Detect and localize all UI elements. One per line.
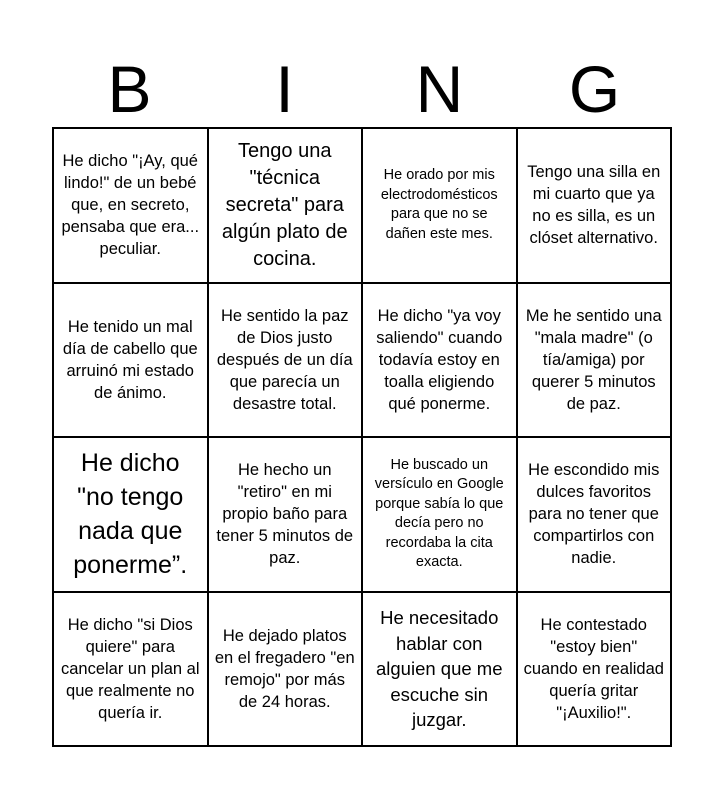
bingo-cell-16[interactable] xyxy=(518,593,673,748)
bingo-header xyxy=(52,52,672,127)
header-letter-i: I xyxy=(275,52,294,126)
bingo-cell-2[interactable] xyxy=(209,129,364,284)
bingo-cell-10[interactable] xyxy=(209,438,364,593)
header-letter-n: N xyxy=(415,52,464,126)
cell-text: Tengo una silla en mi cuarto que ya no es silla, es un clóset alternativo. xyxy=(527,163,661,248)
cell-text: Me he sentido una "mala madre" (o tía/amiga) por querer 5 minutos de paz. xyxy=(525,306,662,413)
bingo-cell-6[interactable] xyxy=(209,284,364,439)
bingo-cell-14[interactable] xyxy=(209,593,364,748)
cell-text: He escondido mis dulces favoritos para no tener que compartirlos con nadie. xyxy=(528,461,660,568)
bingo-cell-9[interactable] xyxy=(54,438,209,593)
cell-text: He orado por mis electrodomésticos para que no se dañen este mes. xyxy=(380,167,498,242)
bingo-cell-8[interactable] xyxy=(518,284,673,439)
cell-text: He dejado platos en el fregadero "en remojo" por más de 24 horas. xyxy=(214,626,355,711)
header-letter-g: G xyxy=(568,52,621,126)
bingo-cell-1[interactable] xyxy=(54,129,209,284)
cell-text: He tenido un mal día de cabello que arruinó mi estado de ánimo. xyxy=(62,317,198,402)
bingo-cell-15[interactable] xyxy=(363,593,518,748)
cell-text: He dicho "si Dios quiere" para cancelar un plan al que realmente no quería ir. xyxy=(60,615,200,722)
bingo-cell-12[interactable] xyxy=(518,438,673,593)
bingo-board xyxy=(52,127,672,747)
header-letter-b: B xyxy=(107,52,152,126)
cell-text: He dicho "¡Ay, qué lindo!" de un bebé que, en secreto, pensaba que era... peculiar. xyxy=(61,152,200,259)
bingo-cell-11[interactable] xyxy=(363,438,518,593)
cell-text: He hecho un "retiro" en mi propio baño para tener 5 minutos de paz. xyxy=(216,461,354,568)
cell-text: Tengo una "técnica secreta" para algún plato de cocina. xyxy=(221,139,348,270)
bingo-cell-7[interactable] xyxy=(363,284,518,439)
cell-text: He sentido la paz de Dios justo después de un día que parecía un desastre total. xyxy=(216,306,353,413)
cell-text: He dicho "ya voy saliendo" cuando todavía estoy en toalla eligiendo qué ponerme. xyxy=(376,306,503,413)
cell-text: He contestado "estoy bien" cuando en realidad quería gritar "¡Auxilio!". xyxy=(523,615,664,722)
cell-text: He dicho "no tengo nada que ponerme”. xyxy=(73,449,188,580)
cell-text: He buscado un versículo en Google porque sabía lo que decía pero no recordaba la cita exacta. xyxy=(374,456,504,571)
bingo-cell-13[interactable] xyxy=(54,593,209,748)
bingo-cell-4[interactable] xyxy=(518,129,673,284)
bingo-cell-3[interactable] xyxy=(363,129,518,284)
cell-text: He necesitado hablar con alguien que me escuche sin juzgar. xyxy=(375,607,503,730)
bingo-cell-5[interactable] xyxy=(54,284,209,439)
